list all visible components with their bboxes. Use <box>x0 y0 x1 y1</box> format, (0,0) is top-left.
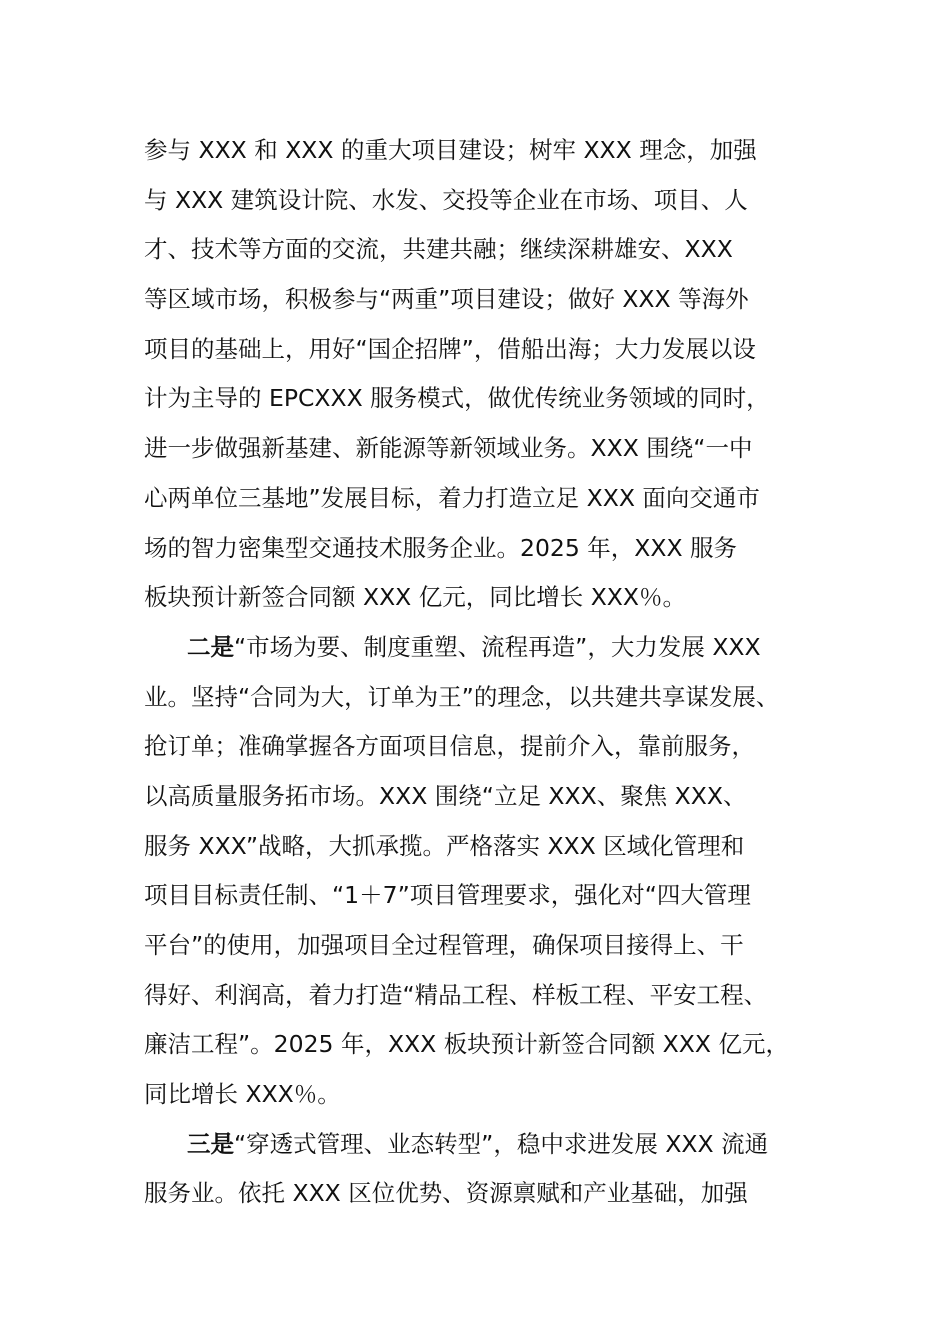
paragraph-line: 项目目标责任制、“1＋7”项目管理要求，强化对“四大管理 <box>144 881 751 910</box>
paragraph-1 <box>144 126 844 623</box>
paragraph-first-line-text: “穿透式管理、业态转型”，稳中求进发展 XXX 流通 <box>234 1129 769 1158</box>
paragraph-line: 得好、利润高，着力打造“精品工程、样板工程、平安工程、 <box>144 980 768 1009</box>
paragraph-first-line-text: “市场为要、制度重塑、流程再造”，大力发展 XXX <box>234 632 761 661</box>
paragraph-first-line <box>144 1120 844 1170</box>
paragraph-line: 与 XXX 建筑设计院、水发、交投等企业在市场、项目、人 <box>144 185 748 214</box>
paragraph-heading: 三是 <box>187 1129 234 1158</box>
paragraph-line: 才、技术等方面的交流，共建共融；继续深耕雄安、XXX <box>144 235 733 264</box>
paragraph-heading: 二是 <box>187 632 234 661</box>
paragraph-line: 进一步做强新基建、新能源等新领域业务。XXX 围绕“一中 <box>144 434 753 463</box>
paragraph-line: 平台”的使用，加强项目全过程管理，确保项目接得上、干 <box>144 931 744 959</box>
paragraph-line: 服务业。依托 XXX 区位优势、资源禀赋和产业基础，加强 <box>144 1179 748 1208</box>
paragraph-line: 板块预计新签合同额 XXX 亿元，同比增长 XXX％。 <box>144 583 687 612</box>
paragraph-line: 同比增长 XXX％。 <box>144 1080 341 1109</box>
paragraph-line: 业。坚持“合同为大，订单为王”的理念，以共建共享谋发展、 <box>144 682 780 711</box>
paragraph-line: 等区域市场，积极参与“两重”项目建设；做好 XXX 等海外 <box>144 285 749 314</box>
paragraph-line: 心两单位三基地”发展目标，着力打造立足 XXX 面向交通市 <box>144 483 760 512</box>
paragraph-line: 场的智力密集型交通技术服务企业。2025 年，XXX 服务 <box>144 533 738 562</box>
paragraph-line: 以高质量服务拓市场。XXX 围绕“立足 XXX、聚焦 XXX、 <box>144 781 747 810</box>
paragraph-line: 廉洁工程”。2025 年，XXX 板块预计新签合同额 XXX 亿元， <box>144 1030 789 1059</box>
paragraph-line: 抢订单；准确掌握各方面项目信息，提前介入，靠前服务， <box>144 732 755 761</box>
document-body <box>144 126 844 1219</box>
paragraph-line: 参与 XXX 和 XXX 的重大项目建设；树牢 XXX 理念，加强 <box>144 136 757 164</box>
paragraph-line: 服务 XXX”战略，大抓承揽。严格落实 XXX 区域化管理和 <box>144 831 745 860</box>
paragraph-line: 计为主导的 EPCXXX 服务模式，做优传统业务领域的同时， <box>144 384 770 413</box>
paragraph-first-line <box>144 623 844 673</box>
paragraph-2 <box>144 623 844 1120</box>
paragraph-line: 项目的基础上，用好“国企招牌”，借船出海；大力发展以设 <box>144 334 756 363</box>
paragraph-3 <box>144 1120 844 1219</box>
